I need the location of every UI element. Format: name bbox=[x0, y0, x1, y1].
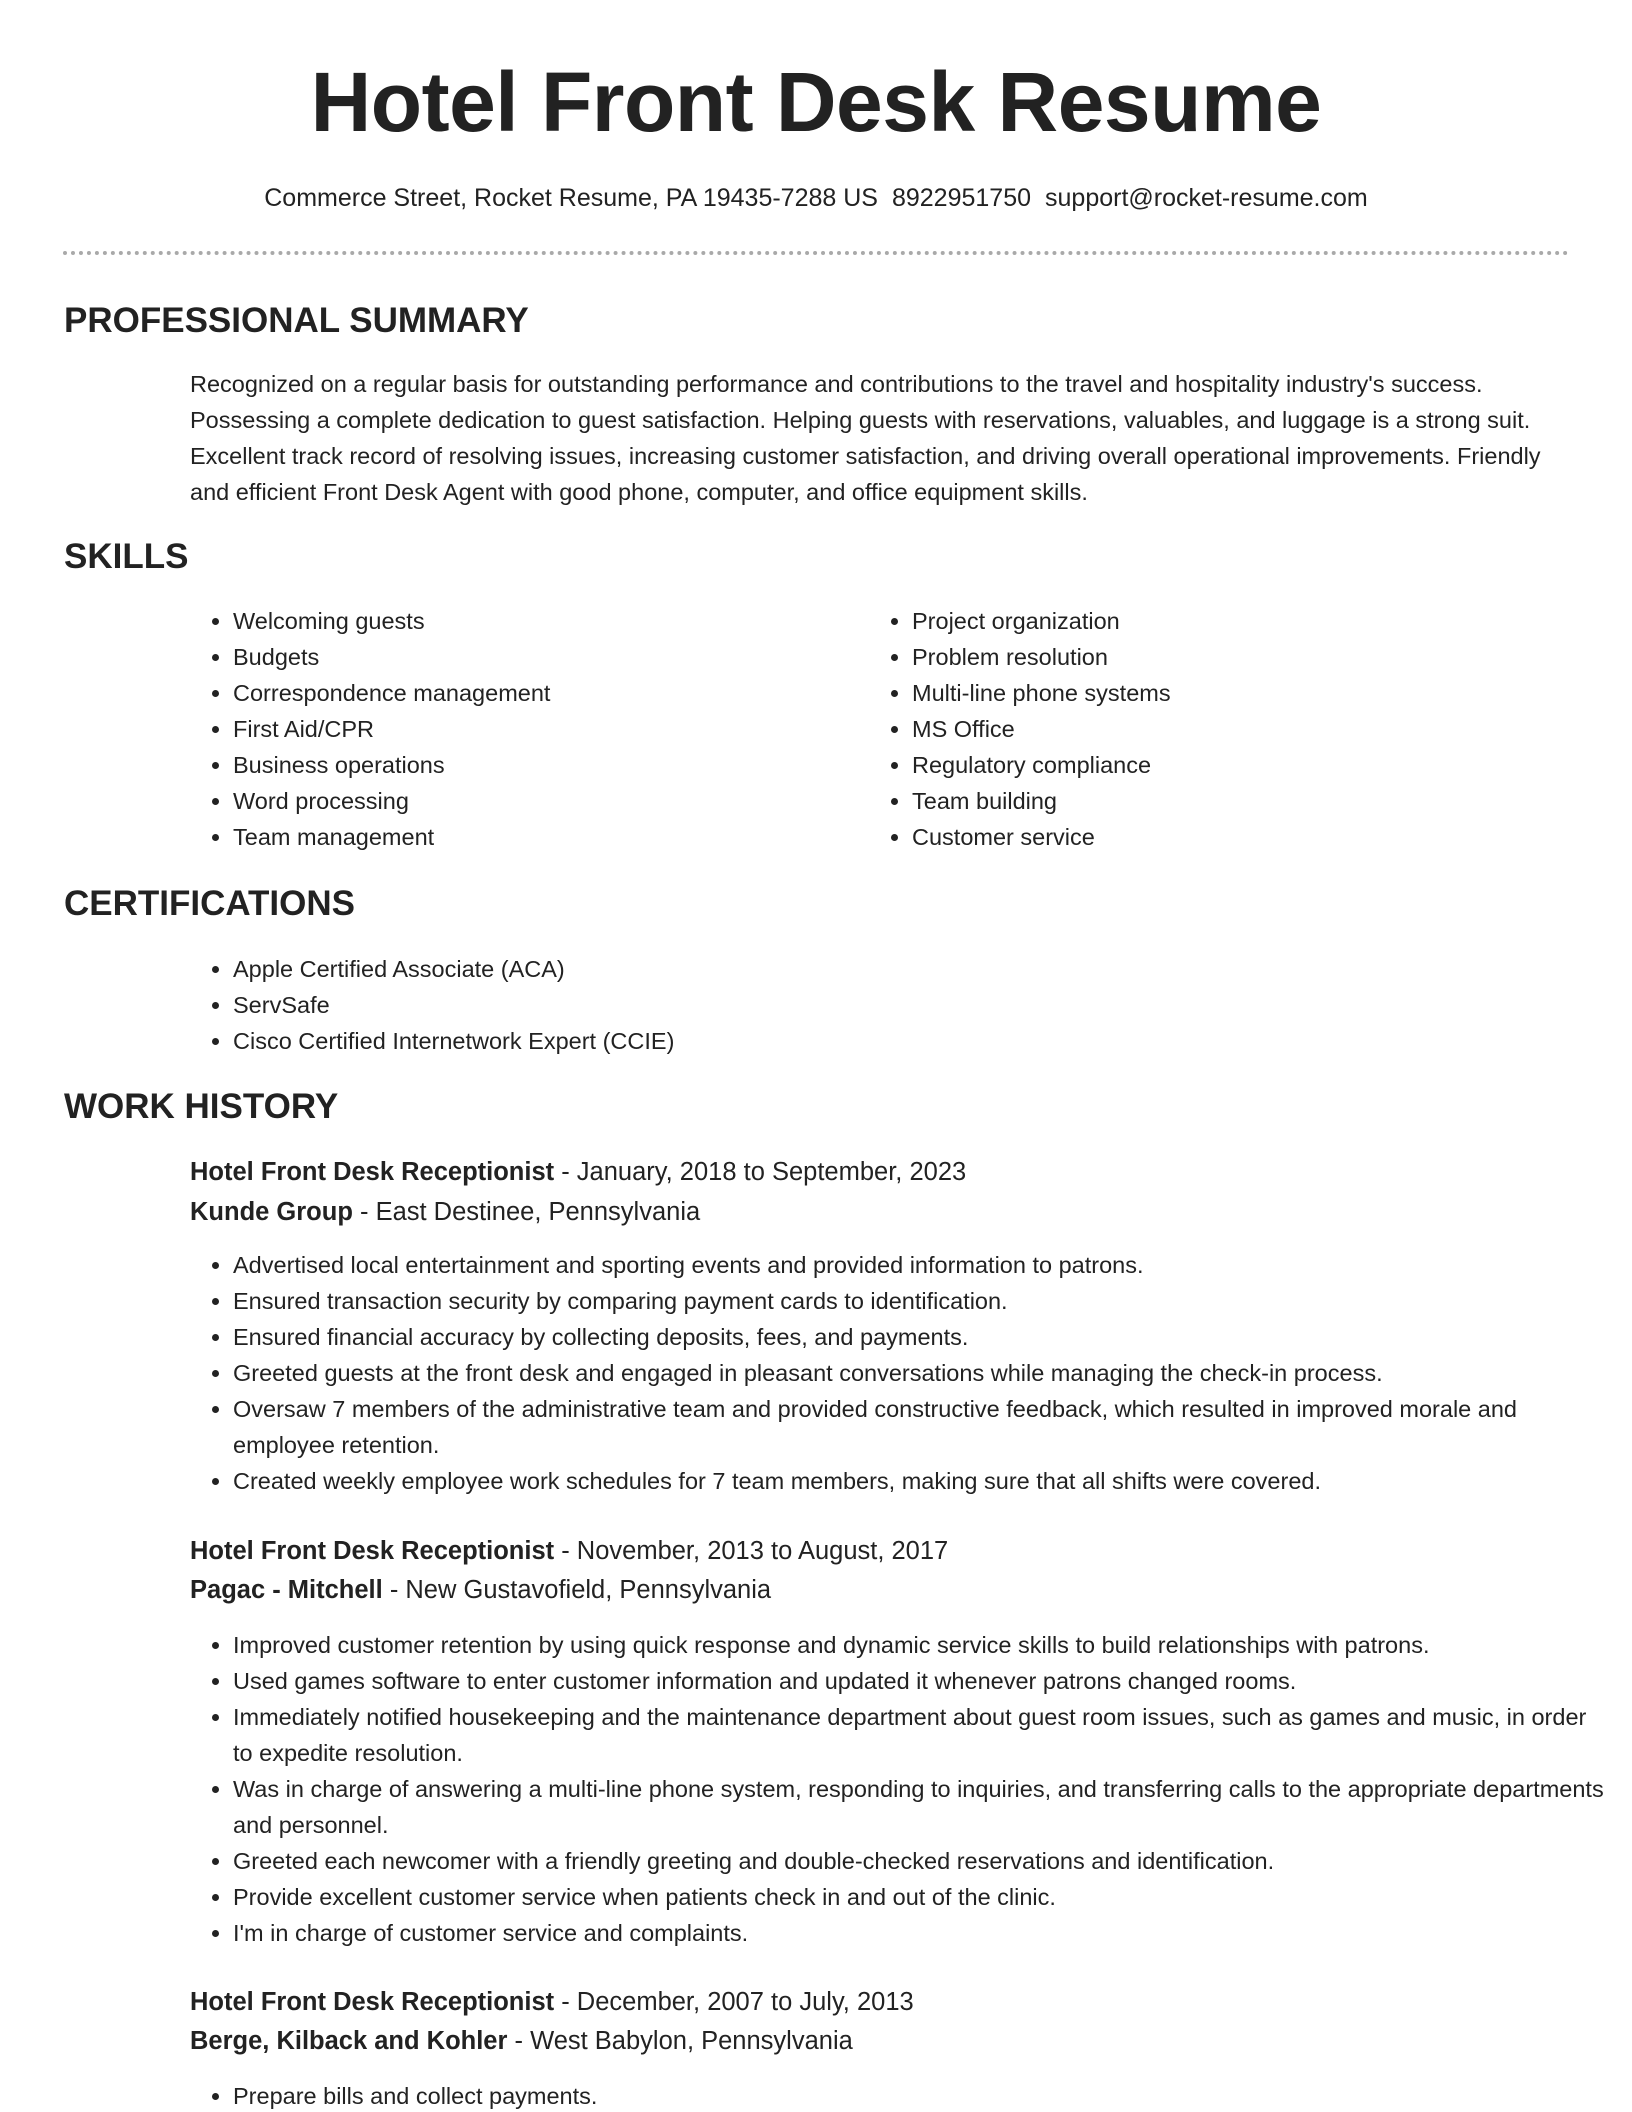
summary-heading: PROFESSIONAL SUMMARY bbox=[64, 301, 529, 340]
skill-item: • MS Office bbox=[912, 711, 1532, 747]
job-bullet: • Oversaw 7 members of the administrative team and provided constructive feedback, which resulted in improved morale and employee retention. bbox=[233, 1391, 1608, 1463]
job-role: Hotel Front Desk Receptionist bbox=[190, 1537, 555, 1565]
job-company: Kunde Group bbox=[190, 1198, 353, 1226]
job-bullet: • I'm in charge of customer service and complaints. bbox=[233, 1915, 1608, 1951]
certifications-list bbox=[190, 951, 1233, 1059]
skill-item: • Team building bbox=[912, 783, 1532, 819]
job-bullet: • Immediately notified housekeeping and the maintenance department about guest room issues, such as games and music, in order to expedite resolution. bbox=[233, 1699, 1608, 1771]
job-location: - New Gustavofield, Pennsylvania bbox=[382, 1576, 772, 1604]
certification-item: • ServSafe bbox=[233, 987, 1233, 1023]
resume-title: Hotel Front Desk Resume bbox=[310, 55, 1322, 149]
job-bullets bbox=[190, 1627, 1608, 1951]
job-bullet: • Greeted each newcomer with a friendly greeting and double-checked reservations and identification. bbox=[233, 1843, 1608, 1879]
job-bullet: • Provide excellent customer service when patients check in and out of the clinic. bbox=[233, 1879, 1608, 1915]
work-history-heading: WORK HISTORY bbox=[64, 1087, 339, 1126]
job-bullet: • Prepare bills and collect payments. bbox=[233, 2078, 1608, 2112]
job-bullet: • Created weekly employee work schedules for 7 team members, making sure that all shifts were covered. bbox=[233, 1463, 1608, 1499]
job-location: - West Babylon, Pennsylvania bbox=[507, 2027, 853, 2055]
certifications-heading: CERTIFICATIONS bbox=[64, 884, 356, 923]
summary-text: Recognized on a regular basis for outstanding performance and contributions to the travel and hospitality industry's success. Possessing a complete dedication to guest satisfaction. Helping guests with reservations, valuables, and luggage is a strong suit. Excellent track record of resolving issues, increasing customer satisfaction, and driving overall operational improvements. Friendly and efficient Front Desk Agent with good phone, computer, and office equipment skills. bbox=[190, 371, 1541, 505]
skill-item: • Business operations bbox=[233, 747, 853, 783]
job-bullet: • Ensured transaction security by comparing payment cards to identification. bbox=[233, 1283, 1608, 1319]
job-dates: - December, 2007 to July, 2013 bbox=[554, 1988, 914, 2016]
job-bullets bbox=[190, 1247, 1608, 1499]
skill-item: • Customer service bbox=[912, 819, 1532, 855]
skill-item: • Project organization bbox=[912, 603, 1532, 639]
job-location: - East Destinee, Pennsylvania bbox=[352, 1198, 701, 1226]
job-role-line bbox=[190, 1532, 948, 1570]
job-dates: - January, 2018 to September, 2023 bbox=[554, 1158, 967, 1186]
header-divider bbox=[63, 251, 1569, 255]
job-dates: - November, 2013 to August, 2017 bbox=[554, 1537, 949, 1565]
skill-item: • Multi-line phone systems bbox=[912, 675, 1532, 711]
skill-item: • Correspondence management bbox=[233, 675, 853, 711]
skill-item: • Budgets bbox=[233, 639, 853, 675]
job-bullet: • Greeted guests at the front desk and engaged in pleasant conversations while managing the check-in process. bbox=[233, 1355, 1608, 1391]
job-company: Pagac - Mitchell bbox=[190, 1576, 383, 1604]
job-role-line bbox=[190, 1983, 914, 2021]
skill-item: • Regulatory compliance bbox=[912, 747, 1532, 783]
job-bullets bbox=[190, 2078, 1608, 2112]
job-bullet: • Used games software to enter customer information and updated it whenever patrons changed rooms. bbox=[233, 1663, 1608, 1699]
skill-item: • Problem resolution bbox=[912, 639, 1532, 675]
skills-heading: SKILLS bbox=[64, 537, 189, 576]
certification-item: • Apple Certified Associate (ACA) bbox=[233, 951, 1233, 987]
contact-line bbox=[0, 180, 1632, 216]
skill-item: • Team management bbox=[233, 819, 853, 855]
skill-item: • Word processing bbox=[233, 783, 853, 819]
job-bullet: • Advertised local entertainment and sporting events and provided information to patrons. bbox=[233, 1247, 1608, 1283]
job-role: Hotel Front Desk Receptionist bbox=[190, 1158, 555, 1186]
job-company-line bbox=[190, 1571, 771, 1609]
contact-phone: 8922951750 bbox=[891, 184, 1032, 212]
skills-list-left bbox=[190, 603, 853, 855]
job-bullet: • Ensured financial accuracy by collecting deposits, fees, and payments. bbox=[233, 1319, 1608, 1355]
skill-item: • First Aid/CPR bbox=[233, 711, 853, 747]
certification-item: • Cisco Certified Internetwork Expert (CCIE) bbox=[233, 1023, 1233, 1059]
contact-email: support@rocket-resume.com bbox=[1045, 184, 1368, 212]
job-bullet: • Was in charge of answering a multi-line phone system, responding to inquiries, and transferring calls to the appropriate departments and personnel. bbox=[233, 1771, 1608, 1843]
contact-address: Commerce Street, Rocket Resume, PA 19435-7288 US bbox=[264, 184, 878, 212]
job-company-line bbox=[190, 2022, 853, 2060]
job-company: Berge, Kilback and Kohler bbox=[190, 2027, 508, 2055]
skill-item: • Welcoming guests bbox=[233, 603, 853, 639]
skills-list-right bbox=[869, 603, 1532, 855]
job-role-line bbox=[190, 1153, 966, 1191]
job-bullet: • Improved customer retention by using quick response and dynamic service skills to build relationships with patrons. bbox=[233, 1627, 1608, 1663]
job-role: Hotel Front Desk Receptionist bbox=[190, 1988, 555, 2016]
job-company-line bbox=[190, 1193, 700, 1231]
